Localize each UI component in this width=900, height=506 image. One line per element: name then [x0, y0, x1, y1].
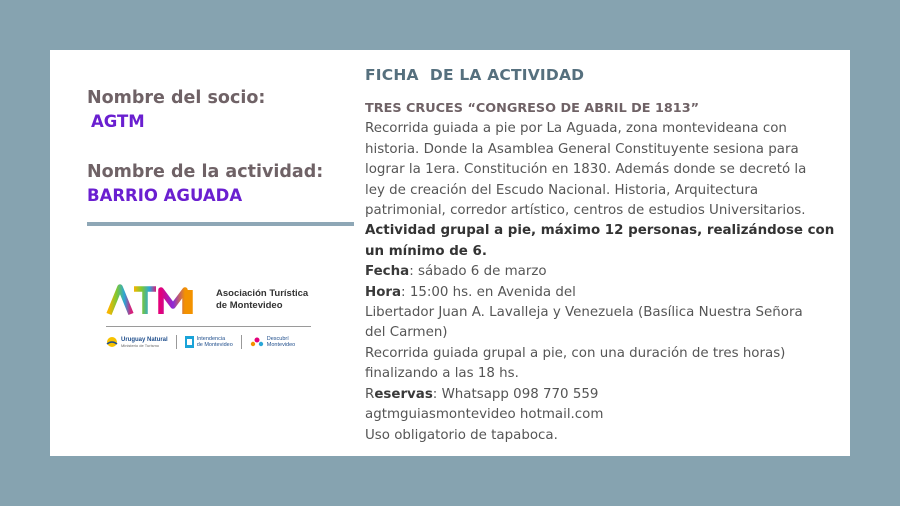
partner-logos [106, 335, 316, 349]
left-panel [87, 86, 357, 208]
partner3-line1: Descubrí [266, 336, 289, 342]
fecha-value: : sábado 6 de marzo [409, 264, 547, 280]
desc-line: Recorrida guiada a pie por La Aguada, zona montevideana con [365, 121, 787, 137]
partner1-label: Uruguay Natural [121, 336, 168, 343]
fecha-row [365, 262, 835, 282]
hora-label: Hora [365, 284, 402, 300]
reservas-row [365, 385, 835, 405]
note-line: Uso obligatorio de tapaboca. [365, 427, 558, 443]
socio-label: Nombre del socio: [87, 88, 266, 108]
intendencia-icon [185, 336, 194, 348]
descubri-icon [250, 336, 264, 348]
reservas-label: eservas [374, 386, 433, 402]
uruguay-natural-icon [106, 336, 118, 348]
duracion-line1: Recorrida guiada grupal a pie, con una duración de tres horas) [365, 345, 786, 361]
actividad-label: Nombre de la actividad: [87, 162, 324, 182]
ficha-title: FICHA DE LA ACTIVIDAD [365, 66, 585, 84]
hora-row [365, 283, 835, 303]
partner3-line2: Montevideo [266, 342, 296, 348]
fecha-label: Fecha [365, 264, 410, 280]
email-line: agtmguiasmontevideo hotmail.com [365, 407, 604, 423]
partner1-sub: Ministerio de Turismo [121, 342, 160, 348]
group-line2: un mínimo de 6. [365, 243, 487, 259]
partner2-line1: Intendencia [196, 336, 226, 342]
ficha-subtitle: TRES CRUCES “CONGRESO DE ABRIL DE 1813” [365, 101, 700, 116]
socio-value: AGTM [91, 112, 145, 131]
atm-logo-icon [106, 284, 204, 316]
uruguay-natural-logo [106, 336, 168, 348]
intendencia-logo [185, 336, 233, 348]
descubri-logo [250, 336, 295, 348]
duracion-line2: finalizando a las 18 hs. [365, 366, 519, 382]
lugar-line2: del Carmen) [365, 325, 448, 341]
asociacion-line1: Asociación Turística [216, 288, 309, 299]
atm-logo-block [106, 284, 316, 349]
desc-line: patrimonial, corredor artístico, centros de estudios Universitarios. [365, 203, 806, 219]
logo-divider [106, 326, 311, 327]
ficha-panel [365, 66, 835, 446]
reservas-r: R [365, 386, 375, 402]
actividad-value: BARRIO AGUADA [87, 186, 243, 205]
desc-line: lograr la 1era. Constitución en 1830. Además donde se decretó la [365, 162, 807, 178]
reservas-value: : Whatsapp 098 770 559 [432, 386, 599, 402]
divider-rule [87, 222, 354, 226]
lugar-line1: Libertador Juan A. Lavalleja y Venezuela (Basílica Nuestra Señora [365, 305, 803, 321]
asociacion-line2: de Montevideo [216, 300, 283, 311]
partner2-line2: de Montevideo [196, 342, 233, 348]
desc-line: historia. Donde la Asamblea General Constituyente sesiona para [365, 141, 799, 157]
desc-line: ley de creación del Escudo Nacional. Historia, Arquitectura [365, 182, 759, 198]
group-line1: Actividad grupal a pie, máximo 12 personas, realizándose con [365, 223, 835, 239]
activity-card [50, 50, 850, 456]
ficha-body [365, 99, 835, 446]
hora-value: : 15:00 hs. en Avenida del [401, 284, 576, 300]
